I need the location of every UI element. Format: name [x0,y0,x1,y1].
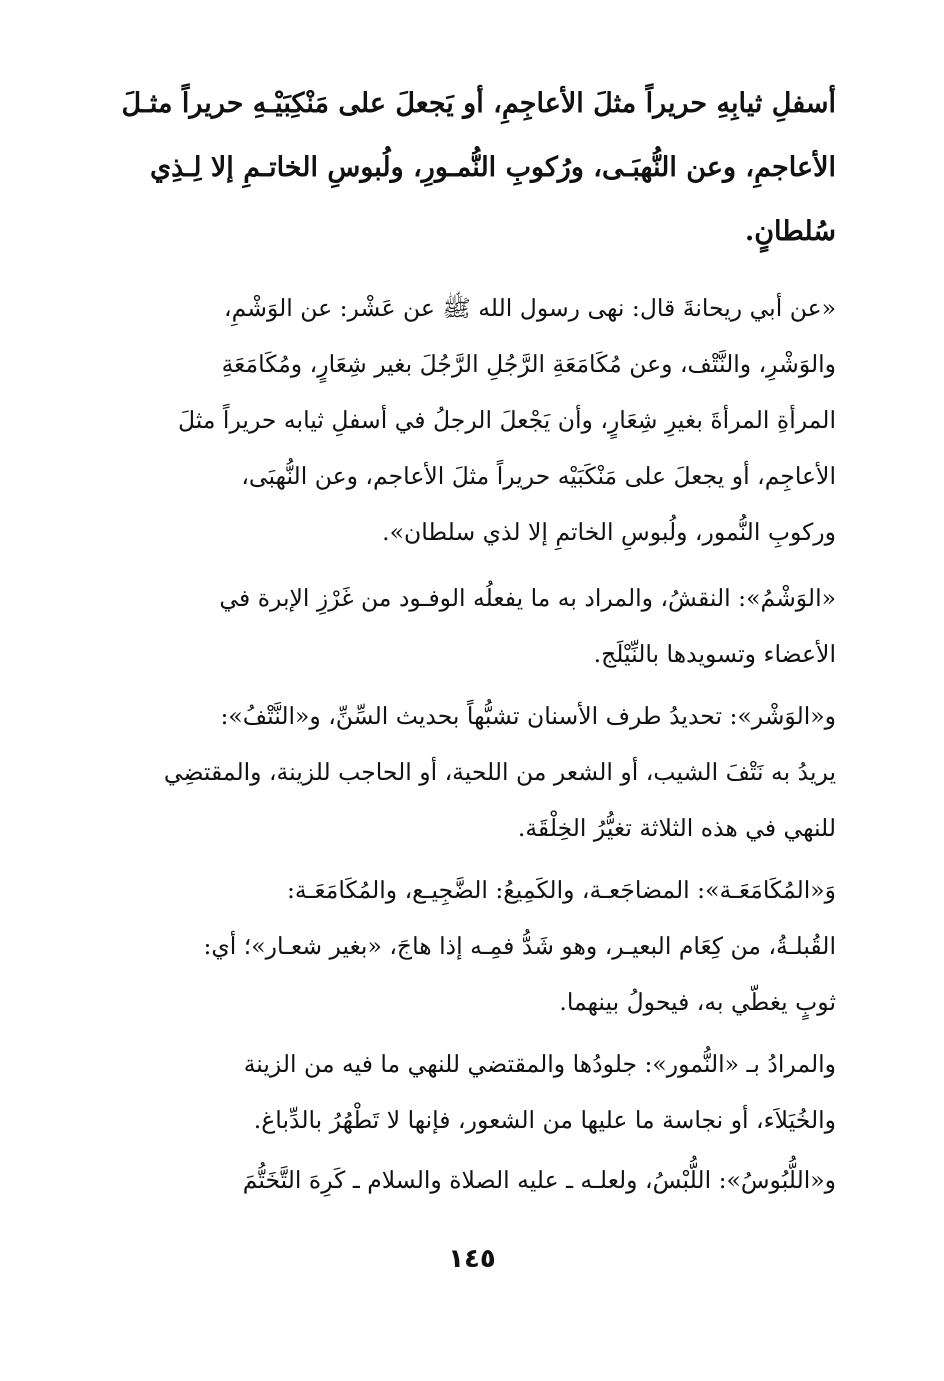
text-line: و«اللُّبُوسُ»: اللُّبْسُ، ولعلـه ـ عليه الصلاة والسلام ـ كَرِهَ التَّخَتُّمَ [242,1166,836,1194]
numur-paragraph [116,1036,836,1148]
text-line: ثوبٍ يغطّي به، فيحولُ بينهما. [559,988,836,1016]
washr-paragraph [116,688,836,856]
text-line: الأعاجمِ، وعن النُّهبَـى، ورُكوبِ النُّمـورِ، ولُبوسِ الخاتـمِ إلا لِـذِي [150,152,836,183]
text-line: والخُيَلاَء، أو نجاسة ما عليها من الشعور، فإنها لا تَطْهُرُ بالدِّباغ. [253,1106,836,1134]
text-line: المرأةِ المرأةَ بغيرِ شِعَارٍ، وأن يَجْعلَ الرجلُ في أسفلِ ثيابه حريراً مثلَ [177,406,836,434]
text-line: يريدُ به نَتْفَ الشيب، أو الشعر من اللحية، أو الحاجب للزينة، والمقتضِي [163,758,836,786]
text-line: سُلطانٍ. [744,216,836,247]
text-line: أسفلِ ثيابِهِ حريراً مثلَ الأعاجِمِ، أو يَجعلَ على مَنْكِبَيْـهِ حريراً مثـلَ [121,88,836,119]
text-line: للنهي في هذه الثلاثة تغيُّرُ الخِلْقَة. [517,814,836,842]
text-line: «الوَشْمُ»: النقشُ، والمراد به ما يفعلُه الوفـود من غَرْزِ الإبرة في [219,584,836,612]
mukamaa-paragraph [116,862,836,1030]
page-number: ١٤٥ [448,1244,496,1274]
washm-paragraph [116,570,836,682]
text-line: الأعضاء وتسويدها بالنِّيْلَج. [593,640,836,668]
text-line: وَ«المُكَامَعَـة»: المضاجَعـة، والكَمِيعُ: الضَّجِيـع، والمُكَامَعَـة: [287,876,836,904]
header-paragraph [116,72,836,264]
text-line: و«الوَشْر»: تحديدُ طرف الأسنان تشبُّهاً بحديث السِّنِّ، و«النَّتْفُ»: [220,702,836,730]
text-line: الأعاجِم، أو يجعلَ على مَنْكَبَيْه حريراً مثلَ الأعاجم، وعن النُّهبَى، [241,462,836,490]
text-line: والمرادُ بـ «النُّمور»: جلودُها والمقتضي للنهي ما فيه من الزينة [243,1050,836,1078]
hadith-paragraph [116,280,836,560]
lubus-paragraph [116,1152,836,1208]
text-line: القُبلـةُ، من كِعَام البعيـر، وهو شَدُّ فمِـه إذا هاجَ، «بغير شعـار»؛ أي: [203,932,836,960]
text-line: وركوبِ النُّمور، ولُبوسِ الخاتمِ إلا لذي سلطان». [382,518,836,546]
text-line: «عن أبي ريحانةَ قال: نهى رسول الله ﷺ عن عَشْر: عن الوَشْمِ، [224,294,836,322]
text-line: والوَشْرِ، والنَّتْف، وعن مُكَامَعَةِ الرَّجُلِ الرَّجُلَ بغير شِعَارٍ، ومُكَامَعَةِ [221,350,836,378]
